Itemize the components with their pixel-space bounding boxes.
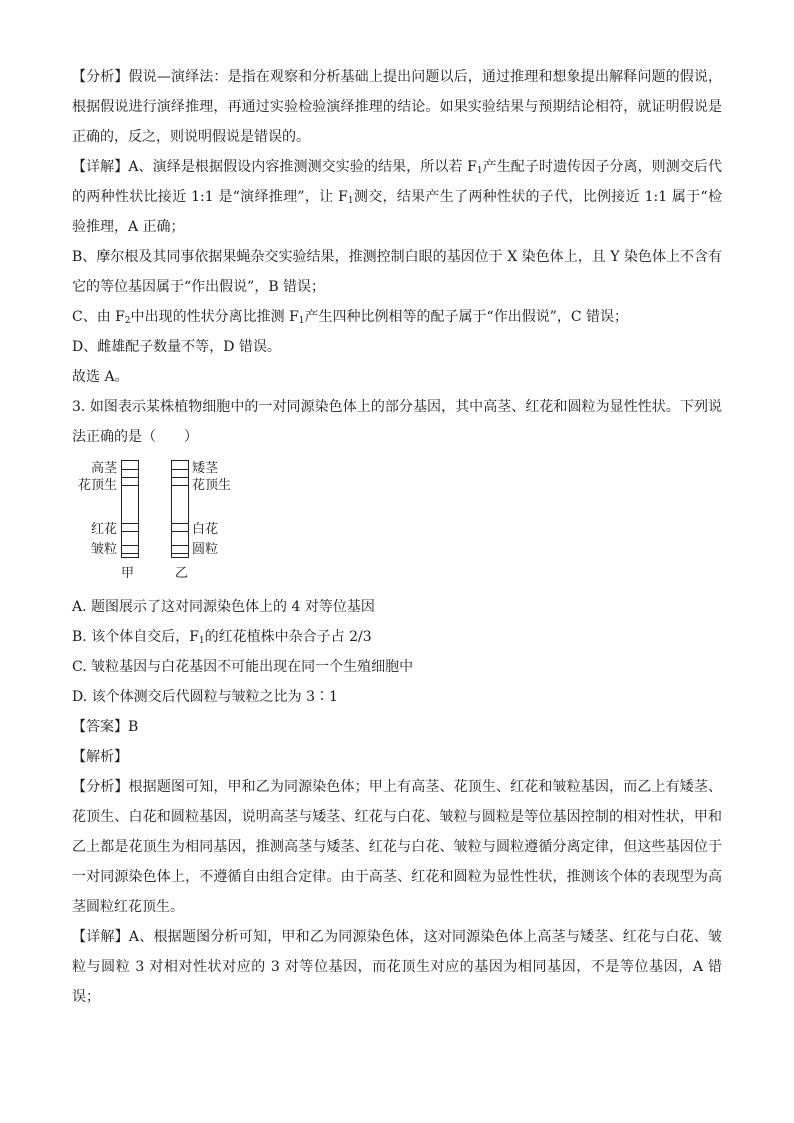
option-b — [72, 622, 722, 652]
detail-paragraph-q3a — [72, 922, 722, 1012]
detail-paragraph-d: D、雌雄配子数量不等，D 错误。 — [72, 339, 281, 355]
caption-yi: 乙 — [175, 566, 189, 581]
chromosome-yi — [171, 460, 189, 558]
yi-label-baihua: 白花 — [192, 522, 219, 537]
analysis-tag: 【分析】 — [72, 69, 129, 85]
chromosome-jia — [121, 460, 139, 558]
caption-jia: 甲 — [121, 566, 135, 581]
yi-label-yuanli: 圆粒 — [192, 542, 219, 557]
detail-paragraph-b: B、摩尔根及其同事依据果蝇杂交实验结果，推测控制白眼的基因位于 X 染色体上，且 Y 染色体上不含有它的等位基因属于“作出假说”，B 错误； — [72, 249, 722, 295]
detail-paragraph-c — [72, 302, 722, 332]
analysis-paragraph-1 — [72, 62, 722, 152]
document-page — [72, 62, 722, 1012]
detail-paragraph-a — [72, 152, 722, 242]
yi-label-aijing: 矮茎 — [192, 461, 219, 476]
answer-value: B — [128, 719, 139, 735]
subscript: 1 — [198, 636, 205, 646]
option-b-text-1: B. 该个体自交后，F — [72, 629, 199, 645]
detail-c-text-2: 中出现的性状分离比推测 F — [130, 309, 299, 325]
question-3-stem: 3. 如图表示某株植物细胞中的一对同源染色体上的部分基因，其中高茎、红花和圆粒为显性性状。下列说法正确的是（ ） — [72, 399, 722, 445]
explain-tag: 【解析】 — [72, 749, 128, 765]
detail-q3a-text: A、根据题图分析可知，甲和乙为同源染色体，这对同源染色体上高茎与矮茎、红花与白花、皱粒与圆粒 3 对相对性状对应的 3 对等位基因，而花顶生对应的基因为相同基因，不是等位基因，A 错误； — [72, 929, 723, 1005]
subscript: 1 — [347, 196, 354, 206]
detail-c-text-3: 产生四种比例相等的配子属于“作出假说”，C 错误； — [304, 309, 629, 325]
conclusion: 故选 A。 — [72, 369, 129, 385]
subscript: 2 — [124, 316, 131, 326]
detail-tag: 【详解】 — [72, 159, 129, 175]
detail-a-text-3: 测交，结果产生了两种性状的子代，比例接近 1:1 属于“检验推理，A 正确； — [72, 189, 722, 235]
option-b-text-2: 的红花植株中杂合子占 2/3 — [204, 629, 372, 645]
answer-tag: 【答案】 — [72, 719, 128, 735]
analysis-text-2: 根据题图可知，甲和乙为同源染色体；甲上有高茎、花顶生、红花和皱粒基因，而乙上有矮茎、花顶生、白花和圆粒基因，说明高茎与矮茎、红花与白花、皱粒与圆粒是等位基因控制的相对性状，甲和乙上都是花顶生为相同基因，推测高茎与矮茎、红花与白花、皱粒与圆粒遵循分离定律，但这些基因位于一对同源染色体上，不遵循自由组合定律。由于高茎、红花和圆粒为显性性状，推测该个体的表现型为高茎圆粒红花顶生。 — [72, 779, 723, 915]
analysis-paragraph-2 — [72, 772, 722, 922]
option-a: A. 题图展示了这对同源染色体上的 4 对等位基因 — [72, 599, 375, 615]
option-d: D. 该个体测交后代圆粒与皱粒之比为 3∶1 — [72, 689, 338, 705]
jia-label-gaojing: 高茎 — [90, 461, 117, 476]
jia-label-honghua: 红花 — [90, 522, 117, 537]
detail-a-text-2: 产生配子时遗传因子分离，则测交后代的两种性状比接近 1:1 是“演绎推理”，让 F — [72, 159, 723, 205]
jia-label-huadingsheng: 花顶生 — [77, 478, 117, 493]
yi-label-huadingsheng: 花顶生 — [192, 478, 232, 493]
analysis-tag-2: 【分析】 — [72, 779, 129, 795]
subscript: 1 — [298, 316, 305, 326]
detail-c-text-1: C、由 F — [72, 309, 125, 325]
option-c: C. 皱粒基因与白花基因不可能出现在同一个生殖细胞中 — [72, 659, 414, 675]
analysis-text: 假说—演绎法：是指在观察和分析基础上提出问题以后，通过推理和想象提出解释问题的假说，根据假说进行演绎推理，再通过实验检验演绎推理的结论。如果实验结果与预期结论相符，就证明假说是正确的，反之，则说明假说是错误的。 — [72, 69, 723, 145]
chromosome-figure — [72, 458, 722, 588]
detail-tag-2: 【详解】 — [72, 929, 129, 945]
jia-label-zhouli: 皱粒 — [90, 542, 117, 557]
subscript: 1 — [476, 166, 483, 176]
detail-a-text-1: A、演绎是根据假设内容推测测交实验的结果，所以若 F — [128, 159, 477, 175]
answer-line — [72, 712, 722, 742]
